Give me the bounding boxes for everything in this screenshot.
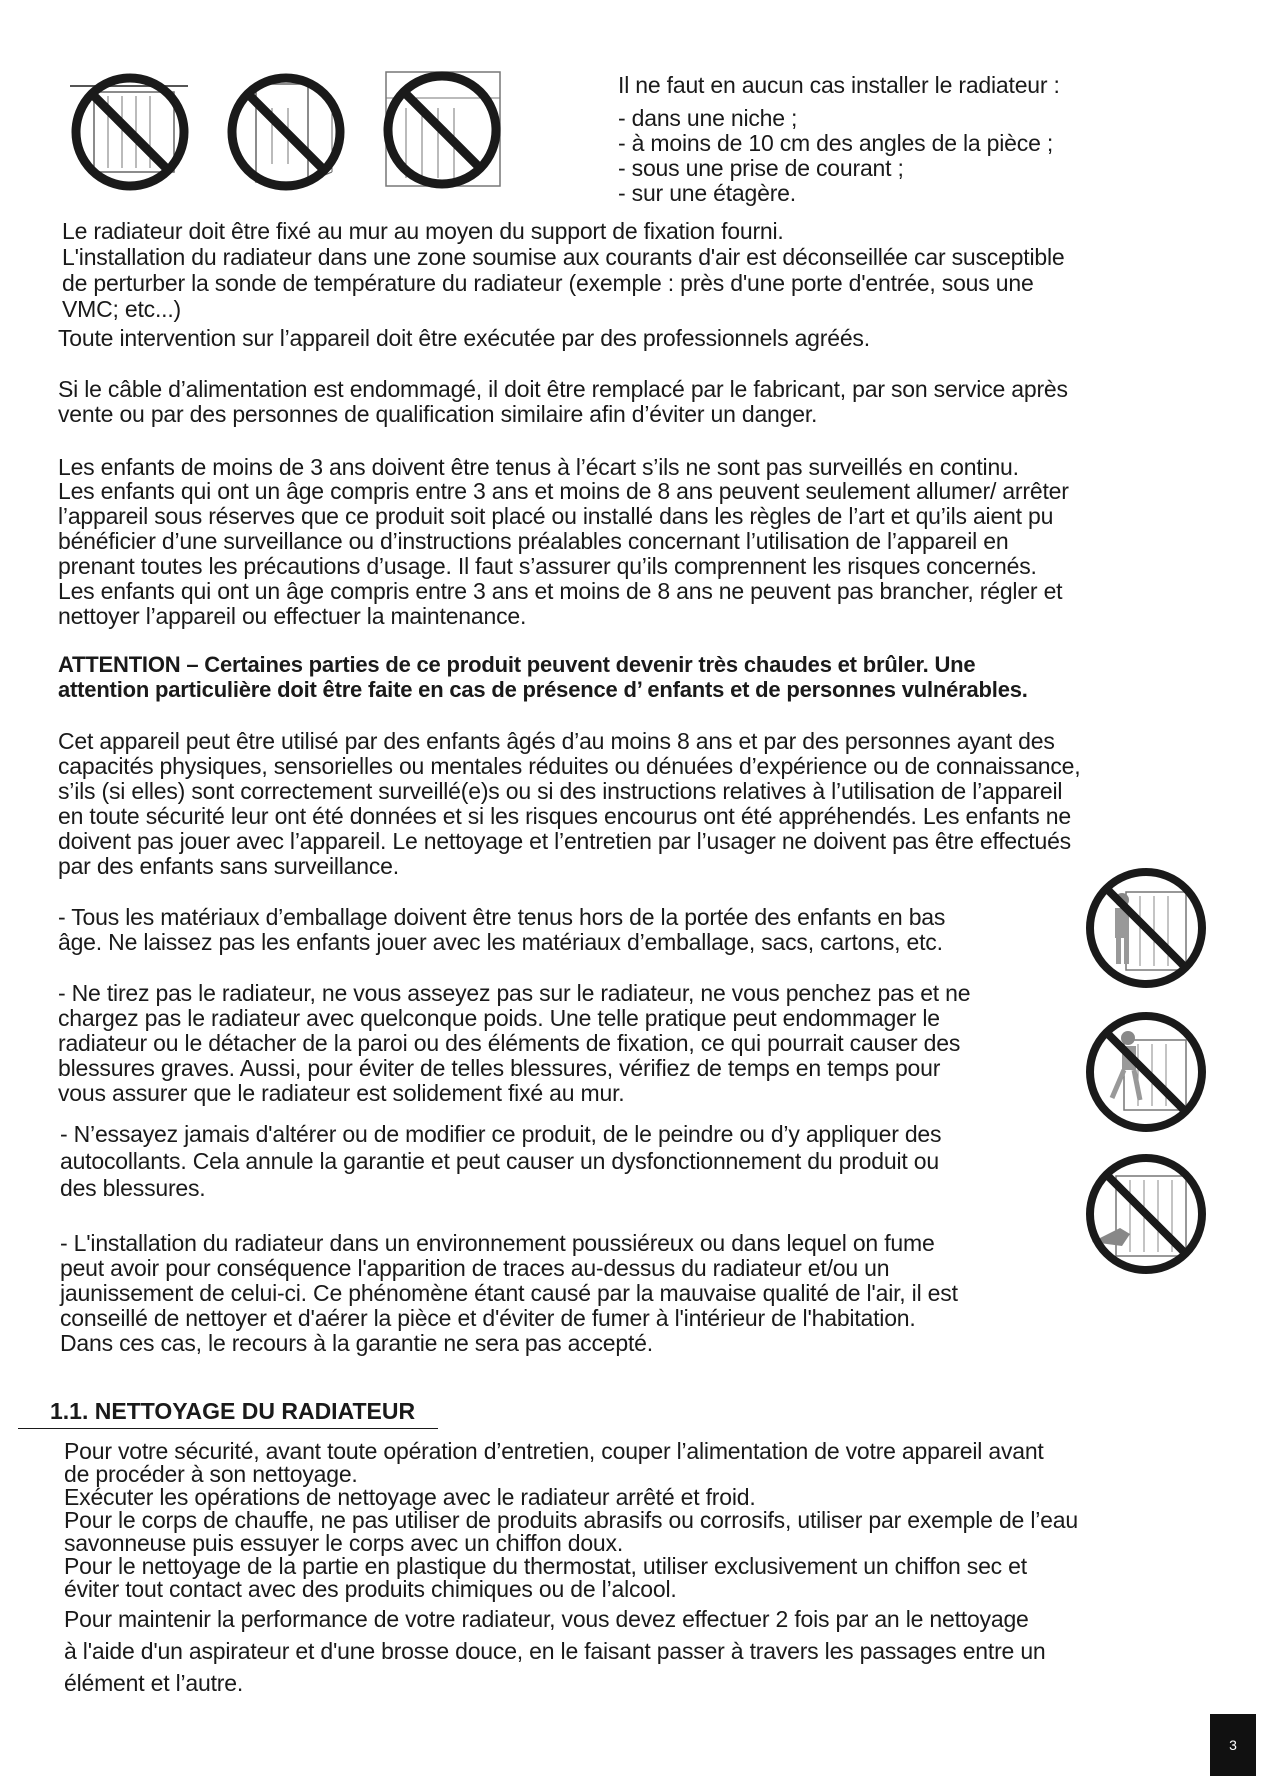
packaging-line: - Tous les matériaux d’emballage doivent être tenus hors de la portée des enfants en bas	[58, 904, 946, 930]
cable-line: vente ou par des personnes de qualification similaire afin d’éviter un danger.	[58, 401, 818, 427]
modify-line: des blessures.	[60, 1175, 206, 1201]
usage-line: en toute sécurité leur ont été données et si les risques encourus ont été appréhendés. Les enfants ne	[58, 803, 1071, 829]
install-line: L'installation du radiateur dans une zone soumise aux courants d'air est déconseillée car susceptible	[62, 244, 1065, 270]
pull-line: - Ne tirez pas le radiateur, ne vous asseyez pas sur le radiateur, ne vous penchez pas et ne	[58, 980, 971, 1006]
cleaning-line: Pour le nettoyage de la partie en plastique du thermostat, utiliser exclusivement un chiffon sec et	[64, 1553, 1027, 1579]
install-line: Toute intervention sur l’appareil doit être exécutée par des professionnels agréés.	[58, 325, 870, 351]
cleaning-line: de procéder à son nettoyage.	[64, 1461, 358, 1487]
cable-line: Si le câble d’alimentation est endommagé, il doit être remplacé par le fabricant, par son service après	[58, 376, 1068, 402]
children-line: bénéficier d’une surveillance ou d’instructions préalables concernant l’utilisation de l’appareil en	[58, 528, 1009, 554]
cleaning-line: à l'aide d'un aspirateur et d'une brosse douce, en le faisant passer à travers les passages entre un	[64, 1638, 1046, 1664]
pull-line: blessures graves. Aussi, pour éviter de telles blessures, vérifiez de temps en temps pour	[58, 1055, 941, 1081]
dust-line: conseillé de nettoyer et d'aérer la pièce et d'éviter de fumer à l'intérieur de l'habitation.	[60, 1305, 916, 1331]
intro-item: - à moins de 10 cm des angles de la pièce ;	[618, 130, 1054, 156]
children-line: Les enfants qui ont un âge compris entre 3 ans et moins de 8 ans ne peuvent pas brancher, régler et	[58, 578, 1063, 604]
intro-heading: Il ne faut en aucun cas installer le radiateur :	[618, 72, 1060, 98]
children-line: Les enfants de moins de 3 ans doivent être tenus à l’écart s’ils ne sont pas surveillés en continu.	[58, 454, 1019, 480]
children-line: Les enfants qui ont un âge compris entre 3 ans et moins de 8 ans peuvent seulement allumer/ arrêter	[58, 478, 1069, 504]
no-touching-icon	[1082, 1150, 1210, 1278]
cleaning-line: élément et l’autre.	[64, 1670, 244, 1696]
usage-line: par des enfants sans surveillance.	[58, 853, 399, 879]
cleaning-line: Pour maintenir la performance de votre radiateur, vous devez effectuer 2 fois par an le nettoyage	[64, 1606, 1029, 1632]
children-line: l’appareil sous réserves que ce produit soit placé ou installé dans les règles de l’art et qu’ils aient pu	[58, 503, 1054, 529]
no-sitting-child-icon	[1082, 1008, 1210, 1136]
install-line: de perturber la sonde de température du radiateur (exemple : près d'une porte d'entrée, sous une	[62, 270, 1034, 296]
no-shelf-icon	[376, 68, 506, 192]
attention-line: attention particulière doit être faite en cas de présence d’ enfants et de personnes vulnérables.	[58, 677, 1028, 702]
packaging-line: âge. Ne laissez pas les enfants jouer avec les matériaux d’emballage, sacs, cartons, etc.	[58, 929, 943, 955]
attention-line: ATTENTION – Certaines parties de ce produit peuvent devenir très chaudes et brûler. Une	[58, 652, 976, 677]
cleaning-line: Pour le corps de chauffe, ne pas utiliser de produits abrasifs ou corrosifs, utiliser par exemple de l’eau	[64, 1507, 1078, 1533]
modify-line: autocollants. Cela annule la garantie et peut causer un dysfonctionnement du produit ou	[60, 1148, 939, 1174]
dust-line: peut avoir pour conséquence l'apparition de traces au-dessus du radiateur et/ou un	[60, 1255, 890, 1281]
dust-line: jaunissement de celui-ci. Ce phénomène étant causé par la mauvaise qualité de l'air, il est	[60, 1280, 958, 1306]
cleaning-line: savonneuse puis essuyer le corps avec un chiffon doux.	[64, 1530, 624, 1556]
section-heading-rule	[18, 1428, 438, 1429]
modify-line: - N’essayez jamais d'altérer ou de modifier ce produit, de le peindre ou d’y appliquer des	[60, 1121, 942, 1147]
cleaning-line: éviter tout contact avec des produits chimiques ou de l’alcool.	[64, 1576, 677, 1602]
dust-line: - L'installation du radiateur dans un environnement poussiéreux ou dans lequel on fume	[60, 1230, 935, 1256]
pull-line: vous assurer que le radiateur est solidement fixé au mur.	[58, 1080, 625, 1106]
no-corner-icon	[222, 68, 352, 192]
install-line: VMC; etc...)	[62, 296, 182, 322]
children-line: nettoyer l’appareil ou effectuer la maintenance.	[58, 603, 527, 629]
cleaning-line: Pour votre sécurité, avant toute opération d’entretien, couper l’alimentation de votre appareil avant	[64, 1438, 1044, 1464]
usage-line: Cet appareil peut être utilisé par des enfants âgés d’au moins 8 ans et par des personnes ayant des	[58, 728, 1055, 754]
page-number: 3	[1210, 1714, 1256, 1776]
pull-line: radiateur ou le détacher de la paroi ou des éléments de fixation, ce qui pourrait causer des	[58, 1030, 961, 1056]
dust-line: Dans ces cas, le recours à la garantie ne sera pas accepté.	[60, 1330, 653, 1356]
intro-item: - dans une niche ;	[618, 105, 798, 131]
pull-line: chargez pas le radiateur avec quelconque poids. Une telle pratique peut endommager le	[58, 1005, 940, 1031]
no-niche-icon	[64, 68, 194, 192]
usage-line: s’ils (si elles) sont correctement surveillé(e)s ou si des instructions relatives à l’utilisation de l’appareil	[58, 778, 1063, 804]
install-line: Le radiateur doit être fixé au mur au moyen du support de fixation fourni.	[62, 218, 784, 244]
intro-item: - sur une étagère.	[618, 180, 796, 206]
usage-line: doivent pas jouer avec l’appareil. Le nettoyage et l’entretien par l’usager ne doivent pas être effectués	[58, 828, 1071, 854]
section-heading: 1.1. NETTOYAGE DU RADIATEUR	[50, 1398, 416, 1424]
intro-item: - sous une prise de courant ;	[618, 155, 904, 181]
usage-line: capacités physiques, sensorielles ou mentales réduites ou dénuées d’expérience ou de connaissance,	[58, 753, 1081, 779]
cleaning-line: Exécuter les opérations de nettoyage avec le radiateur arrêté et froid.	[64, 1484, 756, 1510]
children-line: prenant toutes les précautions d’usage. Il faut s’assurer qu’ils comprennent les risques concernés.	[58, 553, 1037, 579]
no-climbing-child-icon	[1082, 864, 1210, 992]
